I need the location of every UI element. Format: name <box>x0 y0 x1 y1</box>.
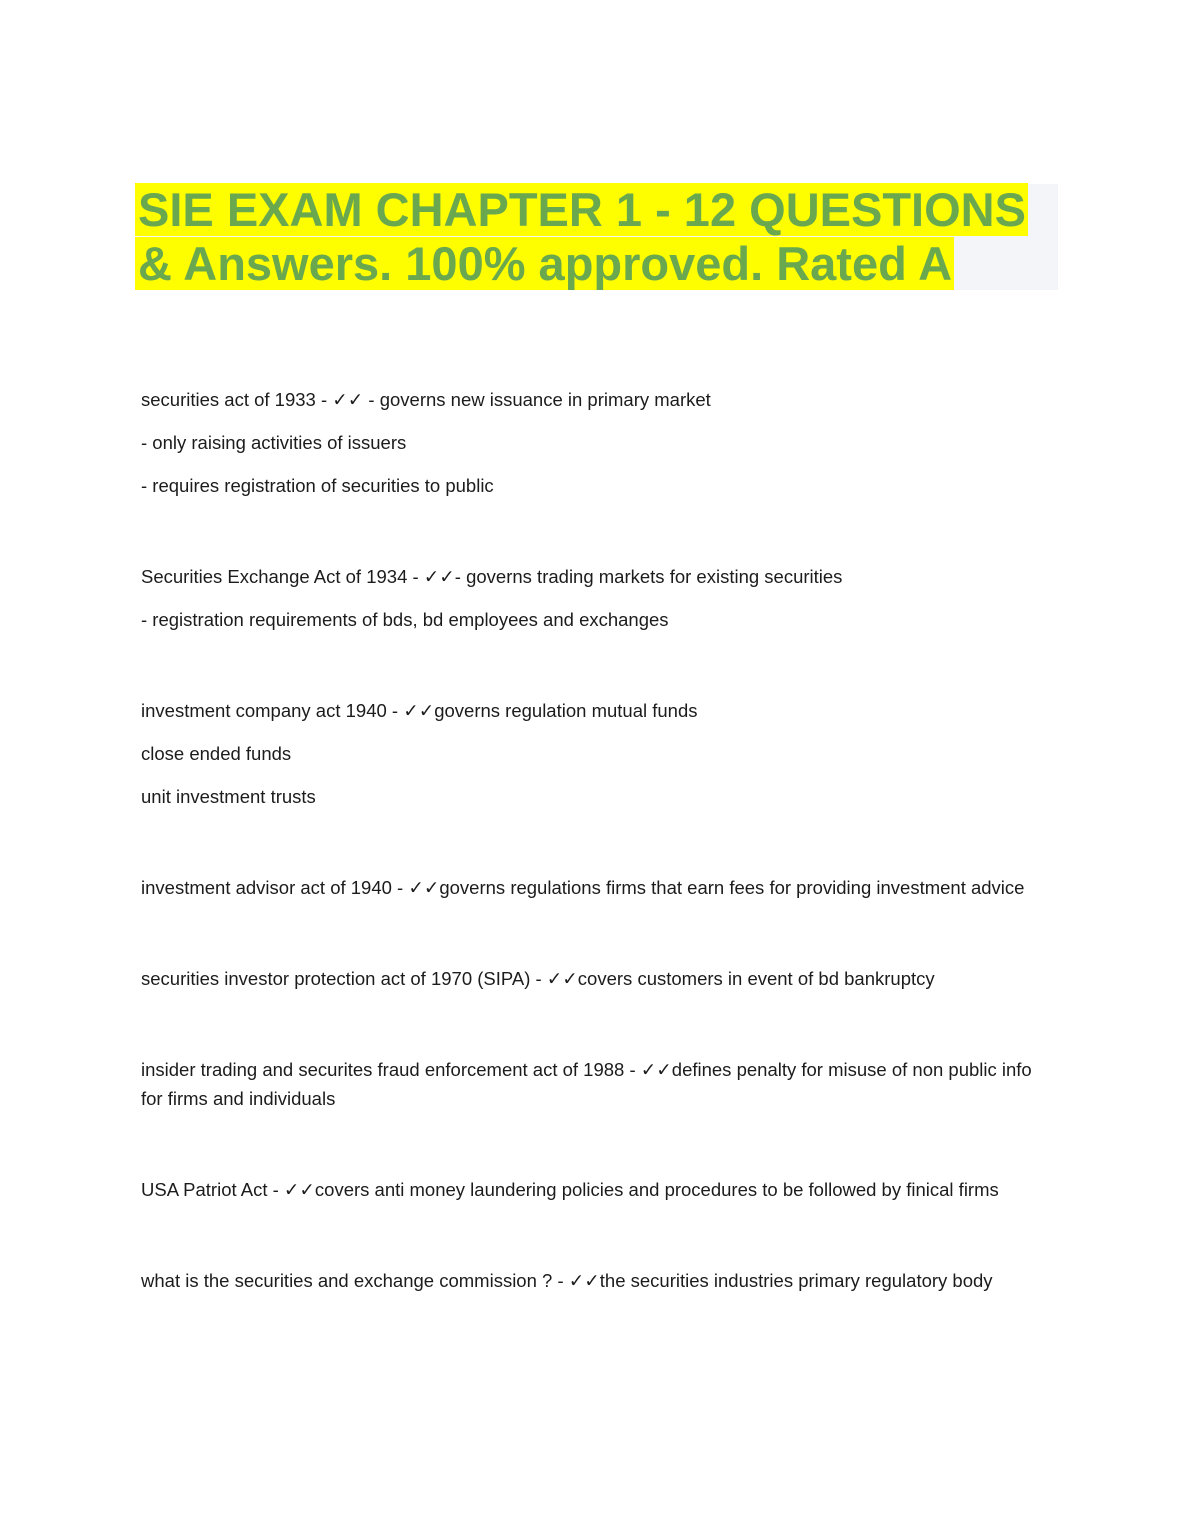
qa-paragraph: - registration requirements of bds, bd employees and exchanges <box>141 609 669 630</box>
title-line-2: & Answers. 100% approved. Rated A <box>135 237 954 290</box>
qa-paragraph: - requires registration of securities to public <box>141 475 494 496</box>
qa-paragraph: investment company act 1940 - ✓✓governs regulation mutual funds <box>141 700 698 721</box>
qa-block <box>141 385 1056 500</box>
document-body <box>141 385 1056 1295</box>
qa-paragraph: unit investment trusts <box>141 786 316 807</box>
qa-block <box>141 1055 1056 1113</box>
qa-block <box>141 964 1056 993</box>
qa-block <box>141 1266 1056 1295</box>
qa-paragraph: securities act of 1933 - ✓✓ - governs new issuance in primary market <box>141 389 711 410</box>
qa-paragraph: Securities Exchange Act of 1934 - ✓✓- governs trading markets for existing securities <box>141 566 843 587</box>
qa-block <box>141 1175 1056 1204</box>
title-line-1: SIE EXAM CHAPTER 1 - 12 QUESTIONS <box>135 183 1028 236</box>
document-title <box>138 183 1058 291</box>
qa-paragraph: what is the securities and exchange commission ? - ✓✓the securities industries primary regulatory body <box>141 1270 993 1291</box>
qa-paragraph: USA Patriot Act - ✓✓covers anti money laundering policies and procedures to be followed by finical firms <box>141 1179 999 1200</box>
qa-paragraph: insider trading and securites fraud enforcement act of 1988 - ✓✓defines penalty for misuse of non public info for firms and individuals <box>141 1059 1032 1109</box>
qa-paragraph: investment advisor act of 1940 - ✓✓governs regulations firms that earn fees for providing investment advice <box>141 877 1025 898</box>
qa-paragraph: close ended funds <box>141 743 292 764</box>
qa-block <box>141 696 1056 811</box>
qa-paragraph: - only raising activities of issuers <box>141 432 407 453</box>
qa-paragraph: securities investor protection act of 1970 (SIPA) - ✓✓covers customers in event of bd bankruptcy <box>141 968 935 989</box>
qa-block <box>141 562 1056 634</box>
qa-block <box>141 873 1056 902</box>
title-section <box>138 183 1058 291</box>
